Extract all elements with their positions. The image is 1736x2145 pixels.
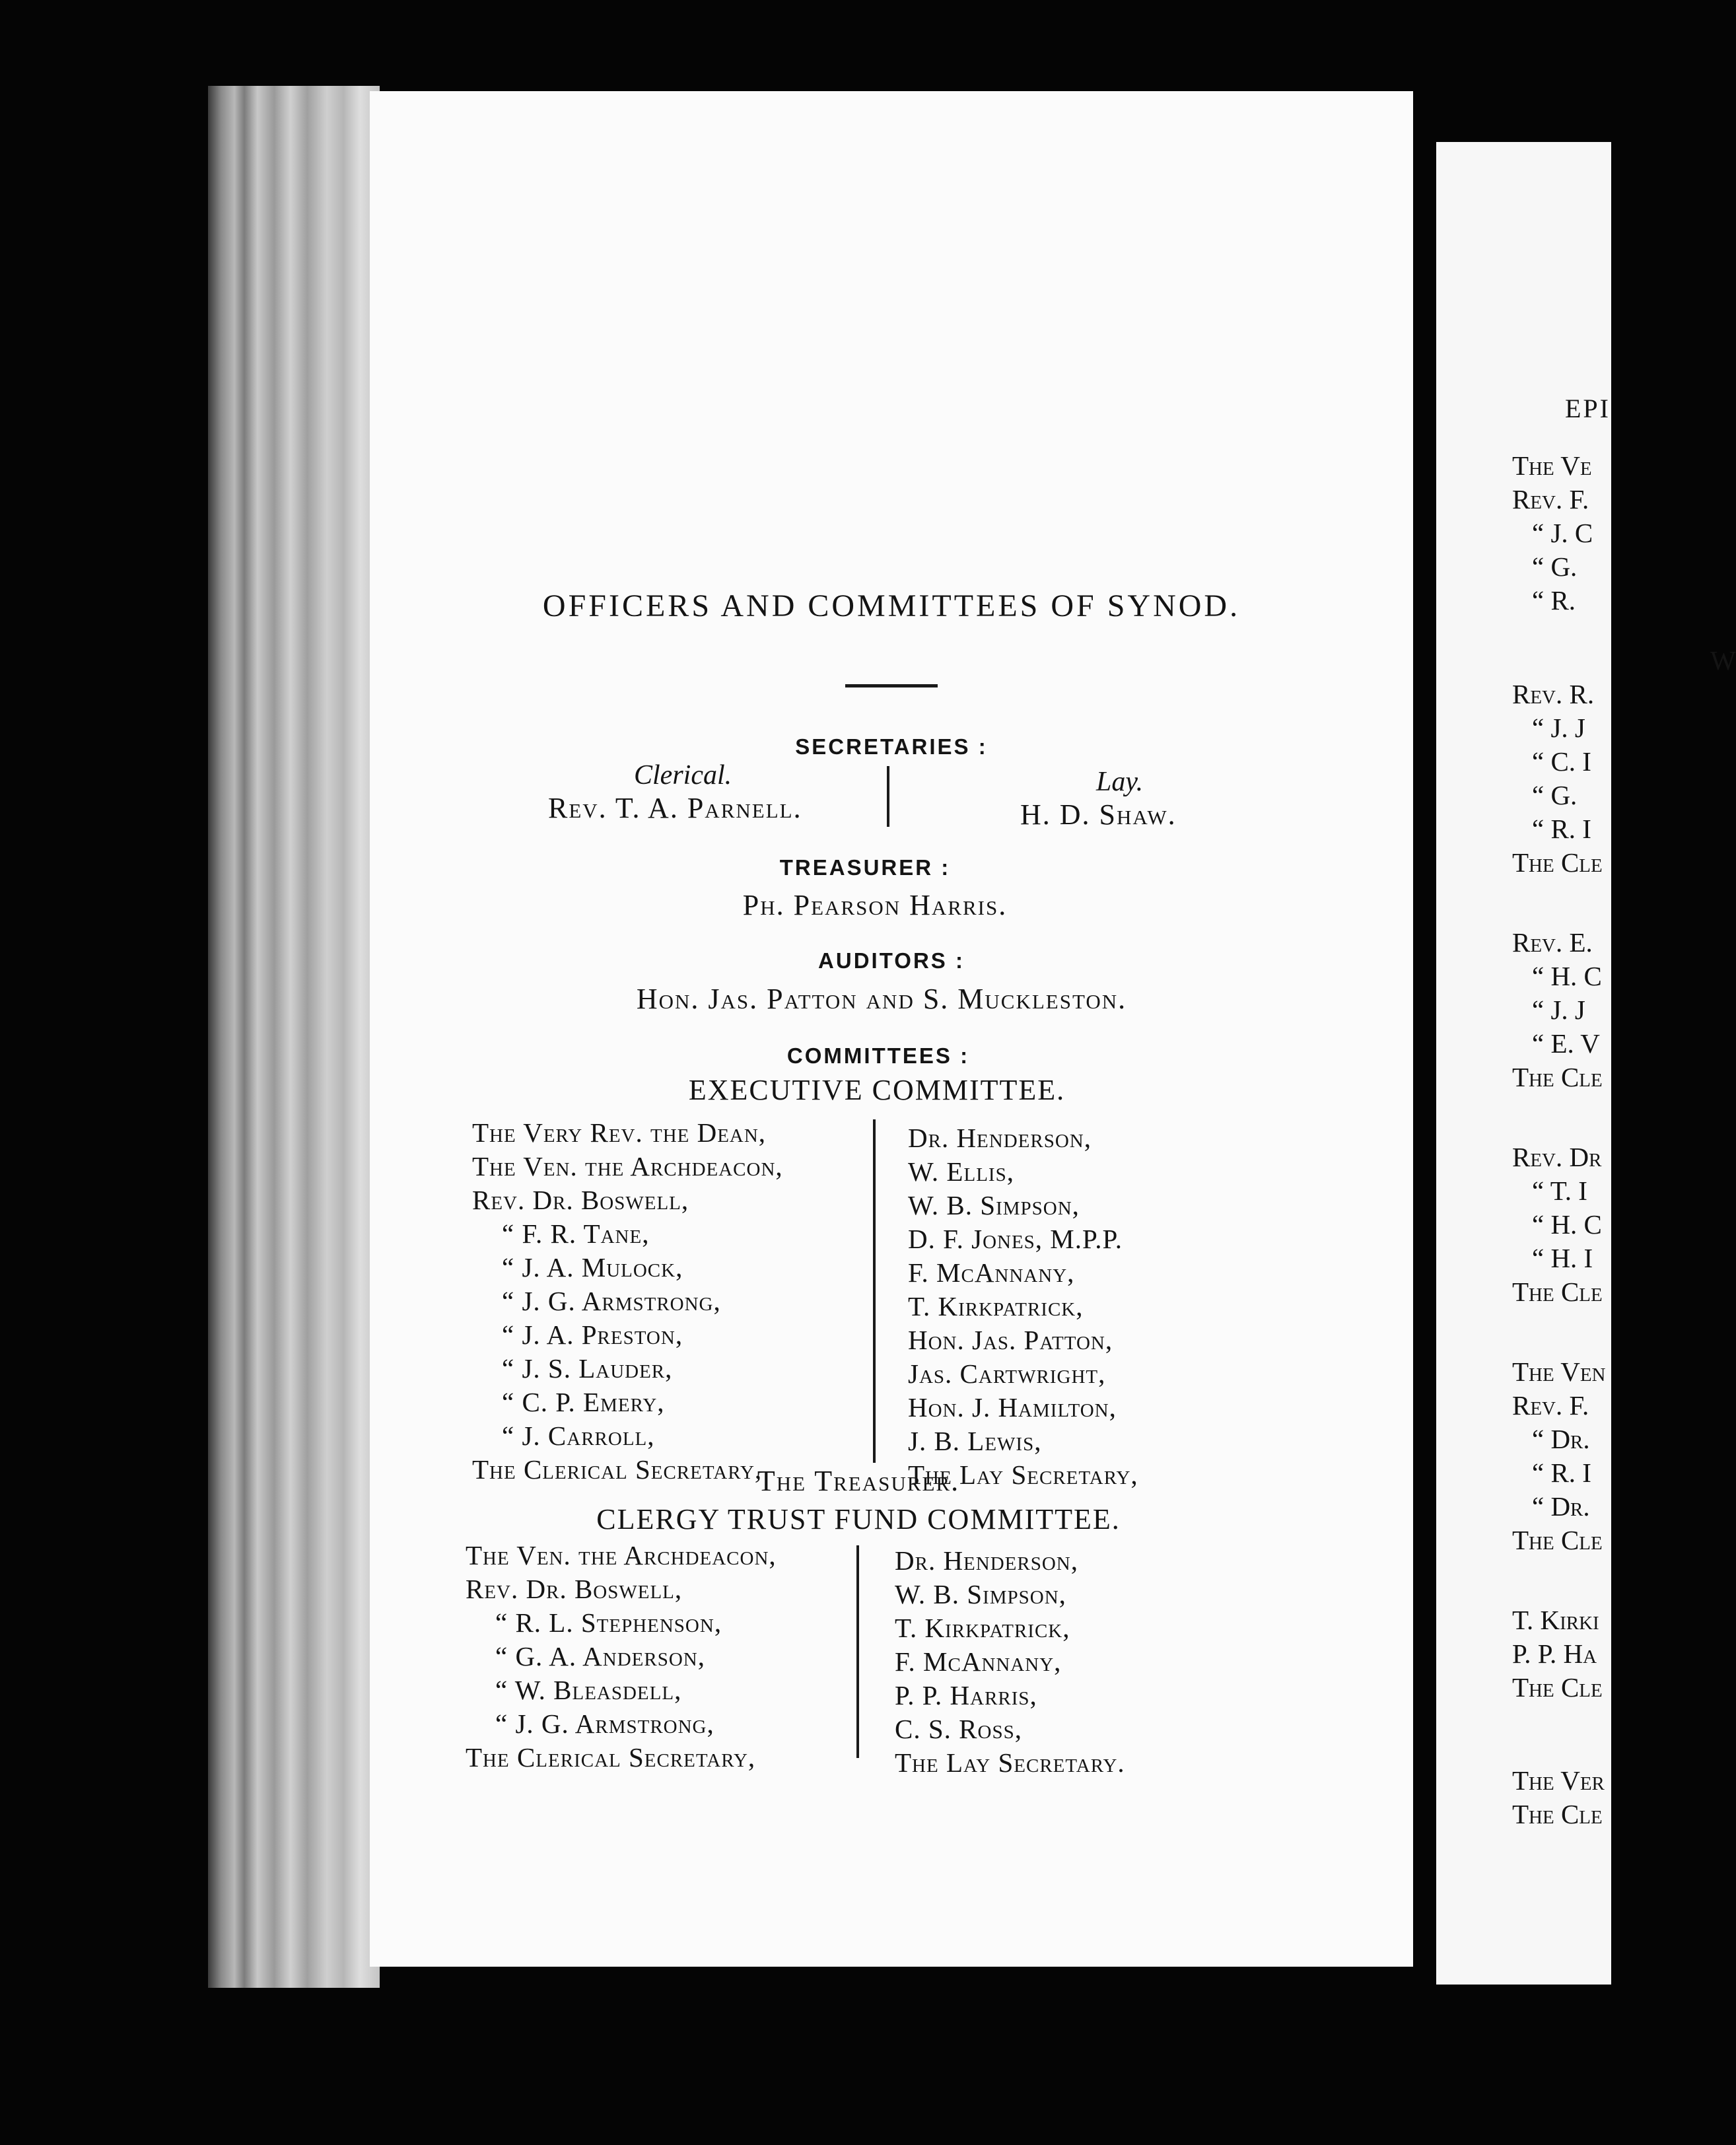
clergy-trust-title: CLERGY TRUST FUND COMMITTEE. [596,1503,1121,1535]
title-rule [845,684,938,687]
list-item: The Lay Secretary, [908,1459,1138,1490]
book-page-edges [208,86,380,1988]
list-item: “ G. [1532,551,1578,582]
list-item: “ J. Carroll, [502,1421,655,1451]
facing-page [1436,142,1736,1985]
list-item: “ J. J [1532,995,1585,1025]
list-item: Rev. R. [1512,679,1595,709]
list-item: P. P. Harris, [895,1680,1037,1710]
list-item: “ H. C [1532,961,1602,991]
list-item: “ J. G. Armstrong, [495,1708,714,1739]
list-item: F. McAnnany, [895,1646,1062,1677]
list-item: “ J. A. Preston, [502,1319,683,1350]
list-item: “ W. Bleasdell, [495,1675,682,1705]
executive-right-list [908,1121,1138,1492]
list-item: The Ven [1512,1356,1606,1387]
executive-footer: The Treasurer. [757,1465,960,1497]
list-item: W. B. Simpson, [908,1190,1080,1220]
list-item: The Cle [1512,1062,1603,1092]
list-item: “ R. L. Stephenson, [495,1607,722,1638]
list-item: F. McAnnany, [908,1257,1075,1288]
list-item: Jas. Cartwright, [908,1358,1106,1389]
page-title: OFFICERS AND COMMITTEES OF SYNOD. [542,588,1241,623]
auditors-heading: AUDITORS : [818,948,965,973]
list-item: The Clerical Secretary, [466,1742,756,1773]
list-item: The Lay Secretary. [895,1747,1125,1778]
list-item: “ H. C [1532,1209,1602,1240]
list-item: “ R. I [1532,814,1591,844]
treasurer-heading: TREASURER : [779,855,951,880]
list-item: C. S. Ross, [895,1714,1022,1744]
clergy-trust-right-list [895,1544,1125,1780]
list-item: “ J. S. Lauder, [502,1353,673,1384]
list-item: T. Kirki [1512,1605,1599,1635]
list-item: “ R. [1532,585,1576,615]
list-item: W. Ellis, [908,1156,1014,1187]
list-item: The Ven. the Archdeacon, [472,1151,783,1181]
list-item: The Cle [1512,1525,1603,1555]
list-item: J. B. Lewis, [908,1426,1042,1456]
list-item: Hon. J. Hamilton, [908,1392,1117,1423]
list-item: “ J. A. Mulock, [502,1252,683,1283]
list-item: D. F. Jones, M.P.P. [908,1224,1123,1254]
list-item: “ Dr. [1532,1424,1590,1454]
list-item: “ E. V [1532,1028,1600,1059]
list-item: “ G. A. Anderson, [495,1641,705,1671]
treasurer-name: Ph. Pearson Harris. [742,889,1008,921]
list-item: The Cle [1512,1799,1603,1829]
auditors-names: Hon. Jas. Patton and S. Muckleston. [636,983,1127,1015]
list-item: The Very Rev. the Dean, [472,1117,767,1148]
list-item: “ C. I [1532,746,1591,777]
list-item: The Ve [1512,450,1592,481]
clerical-label: Clerical. [634,760,732,791]
list-item: The Cle [1512,1277,1603,1307]
secretaries-heading: SECRETARIES : [795,734,988,759]
list-item: “ J. C [1532,518,1593,548]
list-item: T. Kirkpatrick, [895,1613,1070,1643]
list-item: The Clerical Secretary, [472,1454,763,1485]
list-item: P. P. Ha [1512,1638,1597,1669]
list-item: Rev. E. [1512,927,1593,958]
clerical-secretary: Rev. T. A. Parnell. [548,792,802,824]
list-item: Rev. Dr. Boswell, [472,1185,689,1215]
list-item: Rev. F. [1512,484,1589,514]
list-item: “ R. I [1532,1458,1591,1488]
list-item: W. B. Simpson, [895,1579,1066,1609]
secretaries-divider [887,766,889,827]
list-item: “ Dr. [1532,1491,1590,1522]
list-item: “ J. G. Armstrong, [502,1286,721,1316]
list-item: W [1710,645,1736,676]
list-item: The Ver [1512,1765,1605,1796]
list-item: “ F. R. Tane, [502,1218,650,1249]
executive-divider [873,1119,876,1463]
list-item: “ J. J [1532,713,1585,743]
facing-page-header: EPI [1565,394,1611,423]
list-item: T. Kirkpatrick, [908,1291,1084,1321]
list-item: The Cle [1512,1672,1603,1703]
list-item: The Ven. the Archdeacon, [466,1540,777,1570]
list-item: Rev. Dr. Boswell, [466,1574,683,1604]
clergy-trust-left-list [466,1539,777,1775]
lay-secretary: H. D. Shaw. [1020,798,1177,831]
executive-committee-title: EXECUTIVE COMMITTEE. [688,1074,1066,1106]
executive-left-list [472,1116,783,1487]
list-item: Rev. Dr [1512,1142,1602,1172]
list-item: The Cle [1512,847,1603,878]
facing-page-lines [1512,449,1736,1831]
committees-heading: COMMITTEES : [786,1043,970,1068]
list-item: “ G. [1532,780,1578,810]
lay-label: Lay. [1096,767,1144,797]
list-item: Dr. Henderson, [908,1123,1092,1153]
list-item: “ T. I [1532,1176,1587,1206]
list-item: Dr. Henderson, [895,1545,1078,1576]
clergy-trust-divider [856,1545,859,1758]
list-item: Hon. Jas. Patton, [908,1325,1113,1355]
list-item: Rev. F. [1512,1390,1589,1421]
list-item: “ H. I [1532,1243,1593,1273]
list-item: “ C. P. Emery, [502,1387,665,1417]
